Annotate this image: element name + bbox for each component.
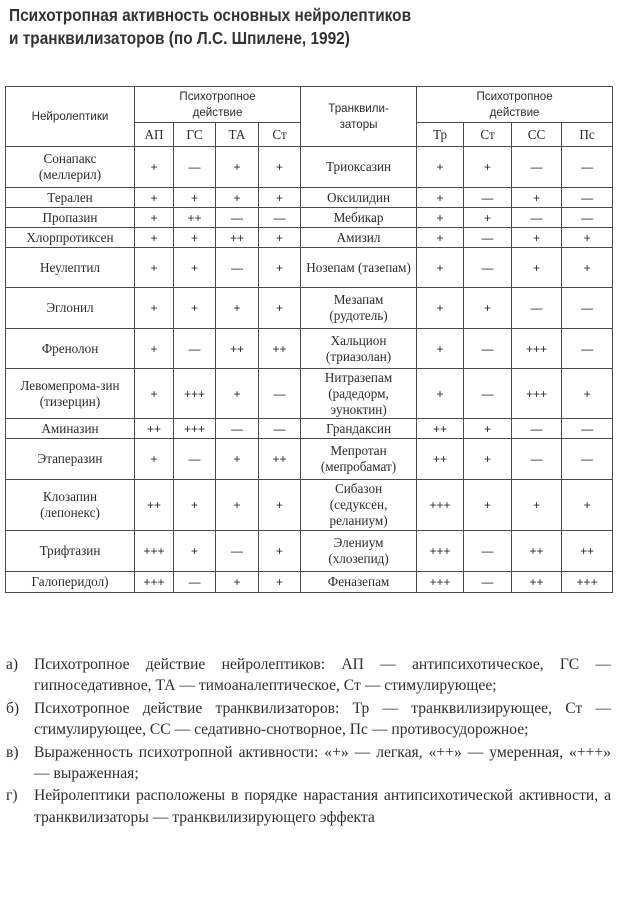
footnotes xyxy=(6,654,611,829)
tranquilizer-effect-cell: + xyxy=(464,288,512,329)
neuroleptic-effect-cell: + xyxy=(135,228,174,248)
tranquilizer-effect-cell: + xyxy=(417,188,464,208)
neuro-effect-header: Психотропное действие xyxy=(135,87,301,123)
tranquilizer-effect-cell: — xyxy=(464,188,512,208)
tranquilizer-effect-cell: + xyxy=(417,329,464,369)
footnote-text: Психотропное действие нейролептиков: АП — антипсихотическое, ГС — гипноседативное, ТА — тимоаналептическое, Ст — стимулирующее; xyxy=(34,656,611,695)
neuroleptic-effect-cell: + xyxy=(259,572,301,593)
tranquilizer-effect-cell: + xyxy=(464,439,512,480)
tranquilizer-effect-cell: ++ xyxy=(562,531,613,572)
tranquilizer-name: Нозепам (тазепам) xyxy=(301,248,417,288)
neuroleptic-effect-cell: + xyxy=(216,288,259,329)
neuroleptic-name: Галоперидол) xyxy=(6,572,135,593)
tranquilizer-name: Грандаксин xyxy=(301,419,417,439)
tranquilizer-effect-cell: + xyxy=(464,480,512,531)
neuroleptic-name: Терален xyxy=(6,188,135,208)
tranquilizer-effect-cell: + xyxy=(464,208,512,228)
col-header-ss: СС xyxy=(512,123,562,147)
neuroleptic-effect-cell: + xyxy=(174,228,216,248)
footnote-label: в) xyxy=(6,743,19,761)
neuroleptic-effect-cell: — xyxy=(259,419,301,439)
tranquilizer-effect-cell: + xyxy=(512,228,562,248)
neuroleptic-effect-cell: — xyxy=(259,369,301,419)
footnote-label: г) xyxy=(6,787,18,805)
page-title xyxy=(9,4,411,50)
neuroleptic-effect-cell: + xyxy=(259,188,301,208)
tranquilizer-effect-cell: — xyxy=(562,419,613,439)
footnote-text: Нейролептики расположены в порядке нарастания антипсихотической активности, а транквилизаторы — транквилизирующего эффекта xyxy=(34,787,611,826)
neuroleptic-name: Неулептил xyxy=(6,248,135,288)
neuroleptic-effect-cell: — xyxy=(174,439,216,480)
col-header-st2: Ст xyxy=(464,123,512,147)
footnote-b xyxy=(6,698,611,741)
neuroleptic-effect-cell: + xyxy=(174,531,216,572)
tranquilizer-effect-cell: — xyxy=(562,439,613,480)
footnote-text: Выраженность психотропной активности: «+» — легкая, «++» — умеренная, «+++» — выраженная; xyxy=(34,743,611,783)
neuroleptic-effect-cell: + xyxy=(135,208,174,228)
title-line-2: и транквилизаторов (по Л.С. Шпилене, 1992) xyxy=(9,28,350,48)
footnote-c xyxy=(6,742,611,785)
tranquilizer-effect-cell: + xyxy=(417,369,464,419)
tranquilizer-name: Элениум (хлозепид) xyxy=(301,531,417,572)
tranquilizer-effect-cell: + xyxy=(562,480,613,531)
table-row xyxy=(6,480,613,531)
neuroleptic-effect-cell: — xyxy=(174,147,216,188)
tranquilizer-effect-cell: + xyxy=(417,208,464,228)
table-row xyxy=(6,208,613,228)
tranquilizer-name: Сибазон (седуксен, реланиум) xyxy=(301,480,417,531)
tranquilizer-name: Феназепам xyxy=(301,572,417,593)
neuroleptic-effect-cell: + xyxy=(259,228,301,248)
tranquilizer-effect-cell: + xyxy=(464,147,512,188)
tranq-effect-header: Психотропное действие xyxy=(417,87,613,123)
neuroleptic-effect-cell: + xyxy=(259,147,301,188)
tranquilizer-effect-cell: ++ xyxy=(512,531,562,572)
tranquilizer-effect-cell: — xyxy=(464,248,512,288)
neuroleptic-effect-cell: + xyxy=(216,572,259,593)
table-row xyxy=(6,228,613,248)
neuroleptic-name: Этаперазин xyxy=(6,439,135,480)
tranquilizer-effect-cell: — xyxy=(464,572,512,593)
neuroleptic-effect-cell: ++ xyxy=(259,329,301,369)
neuroleptic-effect-cell: ++ xyxy=(259,439,301,480)
tranquilizer-effect-cell: + xyxy=(417,288,464,329)
tranquilizer-effect-cell: +++ xyxy=(417,572,464,593)
activity-table xyxy=(5,86,613,593)
neuroleptic-effect-cell: — xyxy=(259,208,301,228)
tranquilizer-effect-cell: +++ xyxy=(417,480,464,531)
neuroleptic-effect-cell: + xyxy=(174,248,216,288)
table-row xyxy=(6,531,613,572)
tranquilizer-effect-cell: — xyxy=(464,531,512,572)
tranquilizer-effect-cell: — xyxy=(512,419,562,439)
tranquilizer-name: Амизил xyxy=(301,228,417,248)
footnote-a xyxy=(6,654,611,697)
neuroleptic-effect-cell: + xyxy=(259,248,301,288)
neuroleptic-name: Пропазин xyxy=(6,208,135,228)
title-line-1: Психотропная активность основных нейролептиков xyxy=(9,5,412,25)
tranquilizer-effect-cell: +++ xyxy=(512,329,562,369)
table-row xyxy=(6,329,613,369)
tranquilizer-effect-cell: — xyxy=(562,329,613,369)
footnote-d xyxy=(6,785,611,828)
tranquilizer-effect-cell: ++ xyxy=(512,572,562,593)
tranquilizer-effect-cell: ++ xyxy=(417,439,464,480)
tranquilizer-effect-cell: +++ xyxy=(417,531,464,572)
tranquilizer-effect-cell: + xyxy=(417,228,464,248)
tranquilizer-effect-cell: + xyxy=(417,147,464,188)
tranquilizer-effect-cell: — xyxy=(562,147,613,188)
neuroleptic-name: Левомепрома-зин (тизерцин) xyxy=(6,369,135,419)
tranquilizer-name: Мезапам (рудотель) xyxy=(301,288,417,329)
neuroleptic-name: Аминазин xyxy=(6,419,135,439)
table-row xyxy=(6,248,613,288)
tranquilizers-header: Транквили-заторы xyxy=(301,87,417,147)
col-header-st: Ст xyxy=(259,123,301,147)
neuroleptic-effect-cell: + xyxy=(135,329,174,369)
neuroleptic-effect-cell: + xyxy=(216,369,259,419)
tranquilizer-effect-cell: +++ xyxy=(562,572,613,593)
tranquilizer-effect-cell: +++ xyxy=(512,369,562,419)
tranquilizer-effect-cell: + xyxy=(562,248,613,288)
neuroleptic-effect-cell: — xyxy=(216,248,259,288)
tranquilizer-effect-cell: — xyxy=(464,369,512,419)
neuroleptic-effect-cell: + xyxy=(174,188,216,208)
table-body xyxy=(6,147,613,593)
table-row xyxy=(6,369,613,419)
neuroleptic-effect-cell: + xyxy=(135,369,174,419)
neuroleptic-effect-cell: + xyxy=(135,288,174,329)
tranquilizer-name: Мебикар xyxy=(301,208,417,228)
table-row xyxy=(6,147,613,188)
tranquilizer-effect-cell: + xyxy=(562,228,613,248)
tranquilizer-effect-cell: — xyxy=(562,188,613,208)
tranquilizer-effect-cell: + xyxy=(417,248,464,288)
neuroleptic-name: Френолон xyxy=(6,329,135,369)
col-header-gs: ГС xyxy=(174,123,216,147)
footnote-label: б) xyxy=(6,699,20,717)
neuroleptic-effect-cell: + xyxy=(135,248,174,288)
neuroleptic-effect-cell: + xyxy=(216,439,259,480)
tranquilizer-effect-cell: + xyxy=(512,188,562,208)
neuroleptic-effect-cell: ++ xyxy=(135,480,174,531)
tranquilizer-effect-cell: — xyxy=(512,208,562,228)
tranquilizer-effect-cell: — xyxy=(512,288,562,329)
neuroleptic-effect-cell: + xyxy=(259,531,301,572)
neuroleptic-effect-cell: + xyxy=(174,480,216,531)
neuroleptic-effect-cell: + xyxy=(216,188,259,208)
col-header-ap: АП xyxy=(135,123,174,147)
table-row xyxy=(6,419,613,439)
neuroleptic-effect-cell: +++ xyxy=(174,369,216,419)
tranquilizer-name: Мепротан (мепробамат) xyxy=(301,439,417,480)
neuroleptic-effect-cell: + xyxy=(216,480,259,531)
neuroleptic-effect-cell: + xyxy=(259,480,301,531)
neuroleptic-effect-cell: + xyxy=(135,439,174,480)
neuroleptics-header: Нейролептики xyxy=(6,87,135,147)
col-header-ps: Пс xyxy=(562,123,613,147)
neuroleptic-effect-cell: ++ xyxy=(216,228,259,248)
neuroleptic-effect-cell: +++ xyxy=(135,531,174,572)
neuroleptic-effect-cell: + xyxy=(216,147,259,188)
footnote-text: Психотропное действие транквилизаторов: Тр — транквилизирующее, Ст — стимулирующее, СС — седативно-снотворное, Пс — противосудорожное; xyxy=(34,699,611,739)
tranquilizer-name: Нитразепам (радедорм, эуноктин) xyxy=(301,369,417,419)
neuroleptic-effect-cell: — xyxy=(174,329,216,369)
col-header-tr: Тр xyxy=(417,123,464,147)
neuroleptic-effect-cell: — xyxy=(216,208,259,228)
neuroleptic-effect-cell: — xyxy=(216,419,259,439)
neuroleptic-effect-cell: + xyxy=(174,288,216,329)
neuroleptic-name: Хлорпротиксен xyxy=(6,228,135,248)
tranquilizer-name: Триоксазин xyxy=(301,147,417,188)
tranquilizer-effect-cell: + xyxy=(562,369,613,419)
tranquilizer-effect-cell: + xyxy=(464,419,512,439)
neuroleptic-name: Клозапин (лепонекс) xyxy=(6,480,135,531)
table-row xyxy=(6,288,613,329)
table-row xyxy=(6,572,613,593)
footnote-label: а) xyxy=(6,656,19,673)
tranquilizer-name: Оксилидин xyxy=(301,188,417,208)
neuroleptic-effect-cell: + xyxy=(259,288,301,329)
col-header-ta: ТА xyxy=(216,123,259,147)
neuroleptic-name: Сонапакс (меллерил) xyxy=(6,147,135,188)
neuroleptic-effect-cell: — xyxy=(174,572,216,593)
tranquilizer-effect-cell: ++ xyxy=(417,419,464,439)
neuroleptic-effect-cell: ++ xyxy=(216,329,259,369)
neuroleptic-effect-cell: ++ xyxy=(135,419,174,439)
table-row xyxy=(6,188,613,208)
neuroleptic-effect-cell: +++ xyxy=(174,419,216,439)
tranquilizer-effect-cell: + xyxy=(512,248,562,288)
neuroleptic-name: Трифтазин xyxy=(6,531,135,572)
neuroleptic-effect-cell: + xyxy=(135,188,174,208)
neuroleptic-effect-cell: ++ xyxy=(174,208,216,228)
neuroleptic-name: Эглонил xyxy=(6,288,135,329)
neuroleptic-effect-cell: + xyxy=(135,147,174,188)
tranquilizer-effect-cell: — xyxy=(512,147,562,188)
tranquilizer-effect-cell: — xyxy=(562,208,613,228)
tranquilizer-name: Хальцион (триазолан) xyxy=(301,329,417,369)
tranquilizer-effect-cell: — xyxy=(464,329,512,369)
tranquilizer-effect-cell: — xyxy=(464,228,512,248)
tranquilizer-effect-cell: + xyxy=(512,480,562,531)
neuroleptic-effect-cell: — xyxy=(216,531,259,572)
tranquilizer-effect-cell: — xyxy=(562,288,613,329)
table-row xyxy=(6,439,613,480)
tranquilizer-effect-cell: — xyxy=(512,439,562,480)
neuroleptic-effect-cell: +++ xyxy=(135,572,174,593)
